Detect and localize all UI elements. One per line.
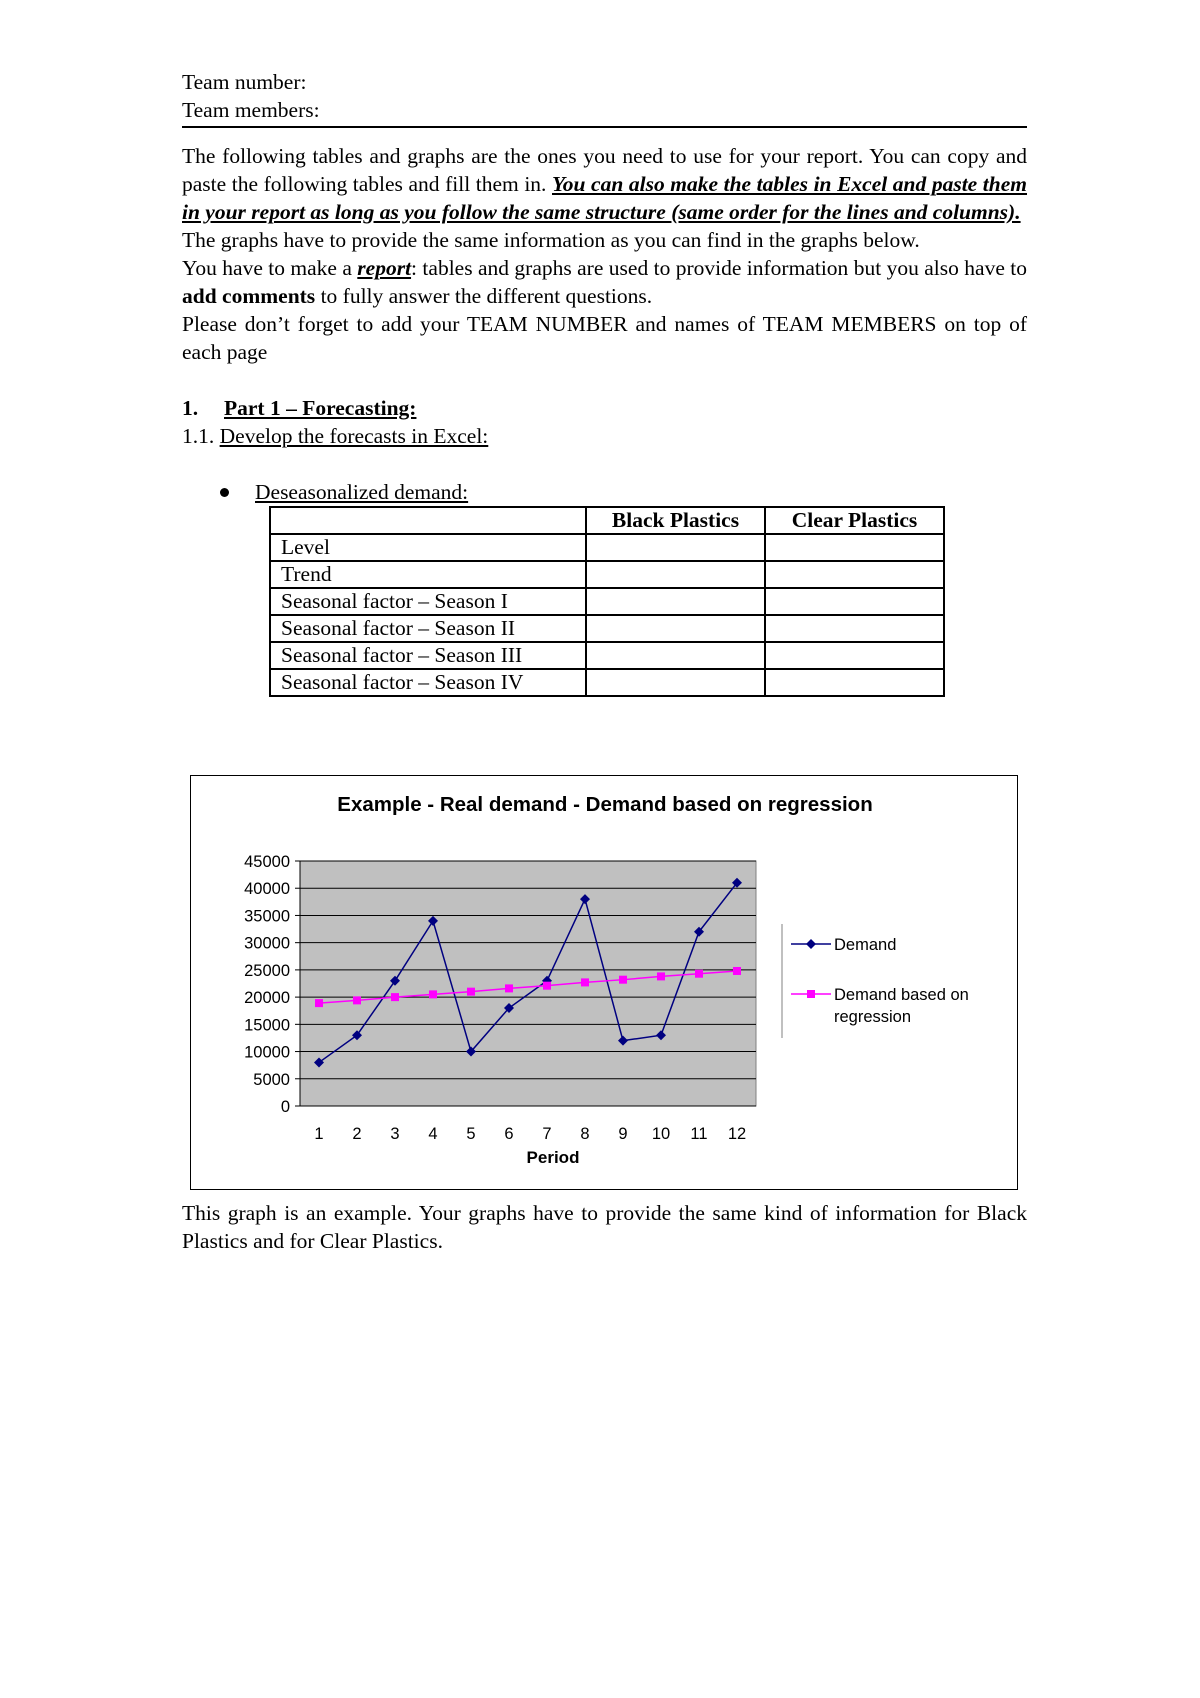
table-row xyxy=(270,615,944,642)
table-cell[interactable] xyxy=(586,561,765,588)
y-tick-label: 0 xyxy=(280,1098,290,1116)
bullet-label: Deseasonalized demand: xyxy=(255,480,469,504)
graphs-paragraph: The graphs have to provide the same information as you can find in the graphs below. xyxy=(182,228,920,252)
table-header-row xyxy=(270,507,944,534)
legend-label: regression xyxy=(834,1008,912,1026)
table-cell[interactable] xyxy=(765,561,944,588)
row-label: Seasonal factor – Season IV xyxy=(270,669,586,696)
table-header-cell: Black Plastics xyxy=(586,507,765,534)
x-tick-label: 7 xyxy=(542,1125,552,1143)
y-tick-label: 30000 xyxy=(244,934,290,953)
legend-marker xyxy=(807,990,815,998)
data-point xyxy=(733,967,741,975)
x-tick-label: 5 xyxy=(466,1125,476,1143)
content xyxy=(182,68,1027,697)
section-heading xyxy=(182,394,1027,422)
legend-label: Demand based on xyxy=(834,986,969,1004)
row-label: Trend xyxy=(270,561,586,588)
y-tick-label: 25000 xyxy=(244,961,290,980)
intro-paragraph xyxy=(182,142,1027,226)
table-cell[interactable] xyxy=(765,588,944,615)
table-row xyxy=(270,642,944,669)
y-tick-label: 45000 xyxy=(244,853,290,871)
intro-text: The following tables and graphs are the ones you need to use for your report. You can copy and paste the following tables and fill them in. xyxy=(182,144,1027,196)
table-cell[interactable] xyxy=(586,642,765,669)
bullet-item xyxy=(182,478,1027,506)
subsection-number: 1.1. xyxy=(182,424,220,448)
data-point xyxy=(353,996,361,1004)
data-point xyxy=(315,999,323,1007)
table-row xyxy=(270,669,944,696)
data-point xyxy=(391,993,399,1001)
chart-x-axis-label: Period xyxy=(526,1148,580,1167)
table-row xyxy=(270,561,944,588)
table-cell[interactable] xyxy=(586,615,765,642)
y-tick-label: 40000 xyxy=(244,880,290,899)
data-point xyxy=(695,970,703,978)
bullet-icon xyxy=(220,488,229,497)
plot-background xyxy=(300,861,756,1106)
x-tick-label: 8 xyxy=(580,1125,590,1143)
deseasonalized-table xyxy=(269,506,945,697)
example-chart xyxy=(190,775,1018,1190)
table-row xyxy=(270,588,944,615)
table-cell[interactable] xyxy=(586,588,765,615)
intro-emphasis: You can also make the tables in Excel and paste them in your report as long as you follow the same structure (same order for the lines and columns). xyxy=(182,172,1027,224)
table-header-cell xyxy=(270,507,586,534)
team-members-label: Team members: xyxy=(182,98,320,122)
section-title: Part 1 – Forecasting: xyxy=(224,396,417,420)
row-label: Seasonal factor – Season III xyxy=(270,642,586,669)
y-tick-label: 35000 xyxy=(244,907,290,926)
x-tick-label: 12 xyxy=(727,1125,747,1143)
data-point xyxy=(505,984,513,992)
x-tick-label: 4 xyxy=(428,1125,438,1143)
y-tick-label: 10000 xyxy=(244,1043,290,1062)
chart-title: Example - Real demand - Demand based on regression xyxy=(337,793,873,816)
table-header-cell: Clear Plastics xyxy=(765,507,944,534)
data-point xyxy=(581,978,589,986)
y-tick-label: 20000 xyxy=(244,989,290,1008)
report-paragraph xyxy=(182,254,1027,310)
chart-caption: This graph is an example. Your graphs have to provide the same kind of information for Black Plastics and for Clear Plastics. xyxy=(182,1201,1027,1253)
x-tick-label: 2 xyxy=(352,1125,362,1143)
data-point xyxy=(429,990,437,998)
chart-svg xyxy=(191,776,1017,1188)
header-rule xyxy=(182,126,1027,128)
data-point xyxy=(467,988,475,996)
table-cell[interactable] xyxy=(586,669,765,696)
team-number-label: Team number: xyxy=(182,70,307,94)
row-label: Seasonal factor – Season I xyxy=(270,588,586,615)
x-tick-label: 6 xyxy=(504,1125,514,1143)
report-text-b: : tables and graphs are used to provide information but you also have to xyxy=(411,256,1027,280)
legend-label: Demand xyxy=(834,936,897,954)
row-label: Level xyxy=(270,534,586,561)
section-number: 1. xyxy=(182,396,199,420)
table-cell[interactable] xyxy=(765,642,944,669)
team-reminder-paragraph: Please don’t forget to add your TEAM NUMBER and names of TEAM MEMBERS on top of each page xyxy=(182,312,1027,364)
y-tick-label: 5000 xyxy=(253,1070,290,1089)
data-point xyxy=(657,972,665,980)
x-tick-label: 3 xyxy=(390,1125,400,1143)
x-tick-label: 11 xyxy=(690,1125,708,1143)
table-cell[interactable] xyxy=(586,534,765,561)
add-comments-emphasis: add comments xyxy=(182,284,316,308)
plot-area xyxy=(244,853,756,1143)
table-row xyxy=(270,534,944,561)
data-point xyxy=(543,982,551,990)
legend-marker xyxy=(806,939,816,949)
y-tick-label: 15000 xyxy=(244,1016,290,1035)
report-text-c: to fully answer the different questions. xyxy=(315,284,653,308)
table-cell[interactable] xyxy=(765,534,944,561)
subsection-title: Develop the forecasts in Excel: xyxy=(219,424,489,448)
x-tick-label: 1 xyxy=(314,1125,324,1143)
table-cell[interactable] xyxy=(765,669,944,696)
data-point xyxy=(619,976,627,984)
x-tick-label: 10 xyxy=(651,1125,671,1143)
report-emphasis: report xyxy=(357,256,412,280)
table-cell[interactable] xyxy=(765,615,944,642)
chart-legend xyxy=(782,924,969,1038)
x-tick-label: 9 xyxy=(618,1125,628,1143)
subsection-heading xyxy=(182,422,1027,450)
row-label: Seasonal factor – Season II xyxy=(270,615,586,642)
report-text-a: You have to make a xyxy=(182,256,358,280)
